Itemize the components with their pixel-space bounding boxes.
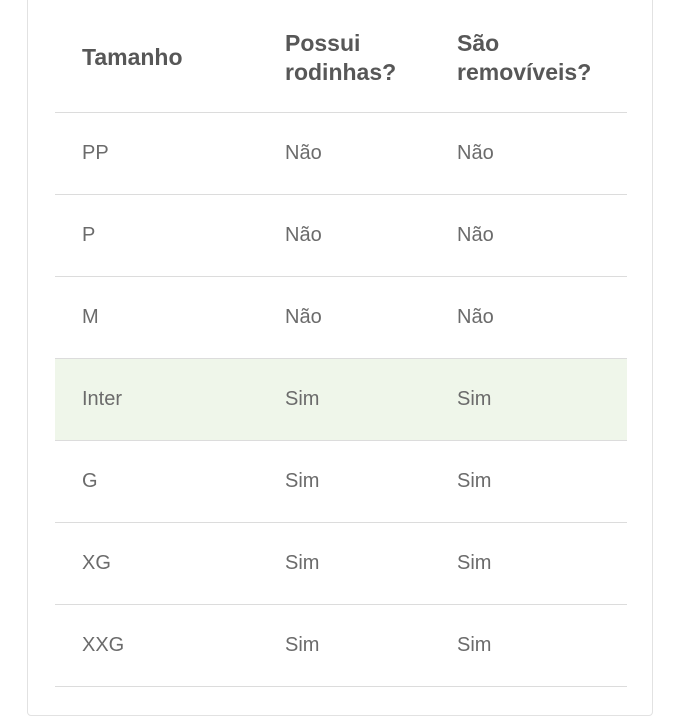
size-table (55, 0, 627, 687)
cell-has-wheels: Sim (285, 388, 320, 410)
cell-removable: Não (457, 142, 494, 164)
header-removable-line1: São (457, 30, 500, 56)
cell-size: XXG (82, 634, 125, 656)
header-removable-line2: removíveis? (457, 59, 592, 85)
cell-size: XG (82, 552, 111, 574)
cell-size: PP (82, 142, 109, 164)
header-has-wheels-line1: Possui (285, 30, 361, 56)
header-size-label: Tamanho (82, 44, 183, 70)
table-row (55, 277, 627, 359)
cell-size: Inter (82, 388, 123, 410)
table-row (55, 359, 627, 441)
cell-size: P (82, 224, 96, 246)
cell-size: M (82, 306, 99, 328)
cell-has-wheels: Sim (285, 552, 320, 574)
cell-has-wheels: Não (285, 224, 322, 246)
cell-removable: Sim (457, 634, 492, 656)
table-row (55, 195, 627, 277)
cell-has-wheels: Sim (285, 634, 320, 656)
table-row (55, 113, 627, 195)
cell-removable: Não (457, 224, 494, 246)
cell-has-wheels: Não (285, 142, 322, 164)
cell-has-wheels: Não (285, 306, 322, 328)
table-row (55, 605, 627, 687)
size-table-card (27, 0, 653, 716)
cell-removable: Sim (457, 552, 492, 574)
table-header-row (55, 0, 627, 113)
header-size (82, 43, 183, 72)
table-row (55, 523, 627, 605)
table-row (55, 441, 627, 523)
cell-has-wheels: Sim (285, 470, 320, 492)
cell-removable: Não (457, 306, 494, 328)
cell-removable: Sim (457, 470, 492, 492)
header-removable (457, 29, 591, 87)
cell-removable: Sim (457, 388, 492, 410)
header-has-wheels-line2: rodinhas? (285, 59, 397, 85)
cell-size: G (82, 470, 98, 492)
header-has-wheels (285, 29, 396, 87)
